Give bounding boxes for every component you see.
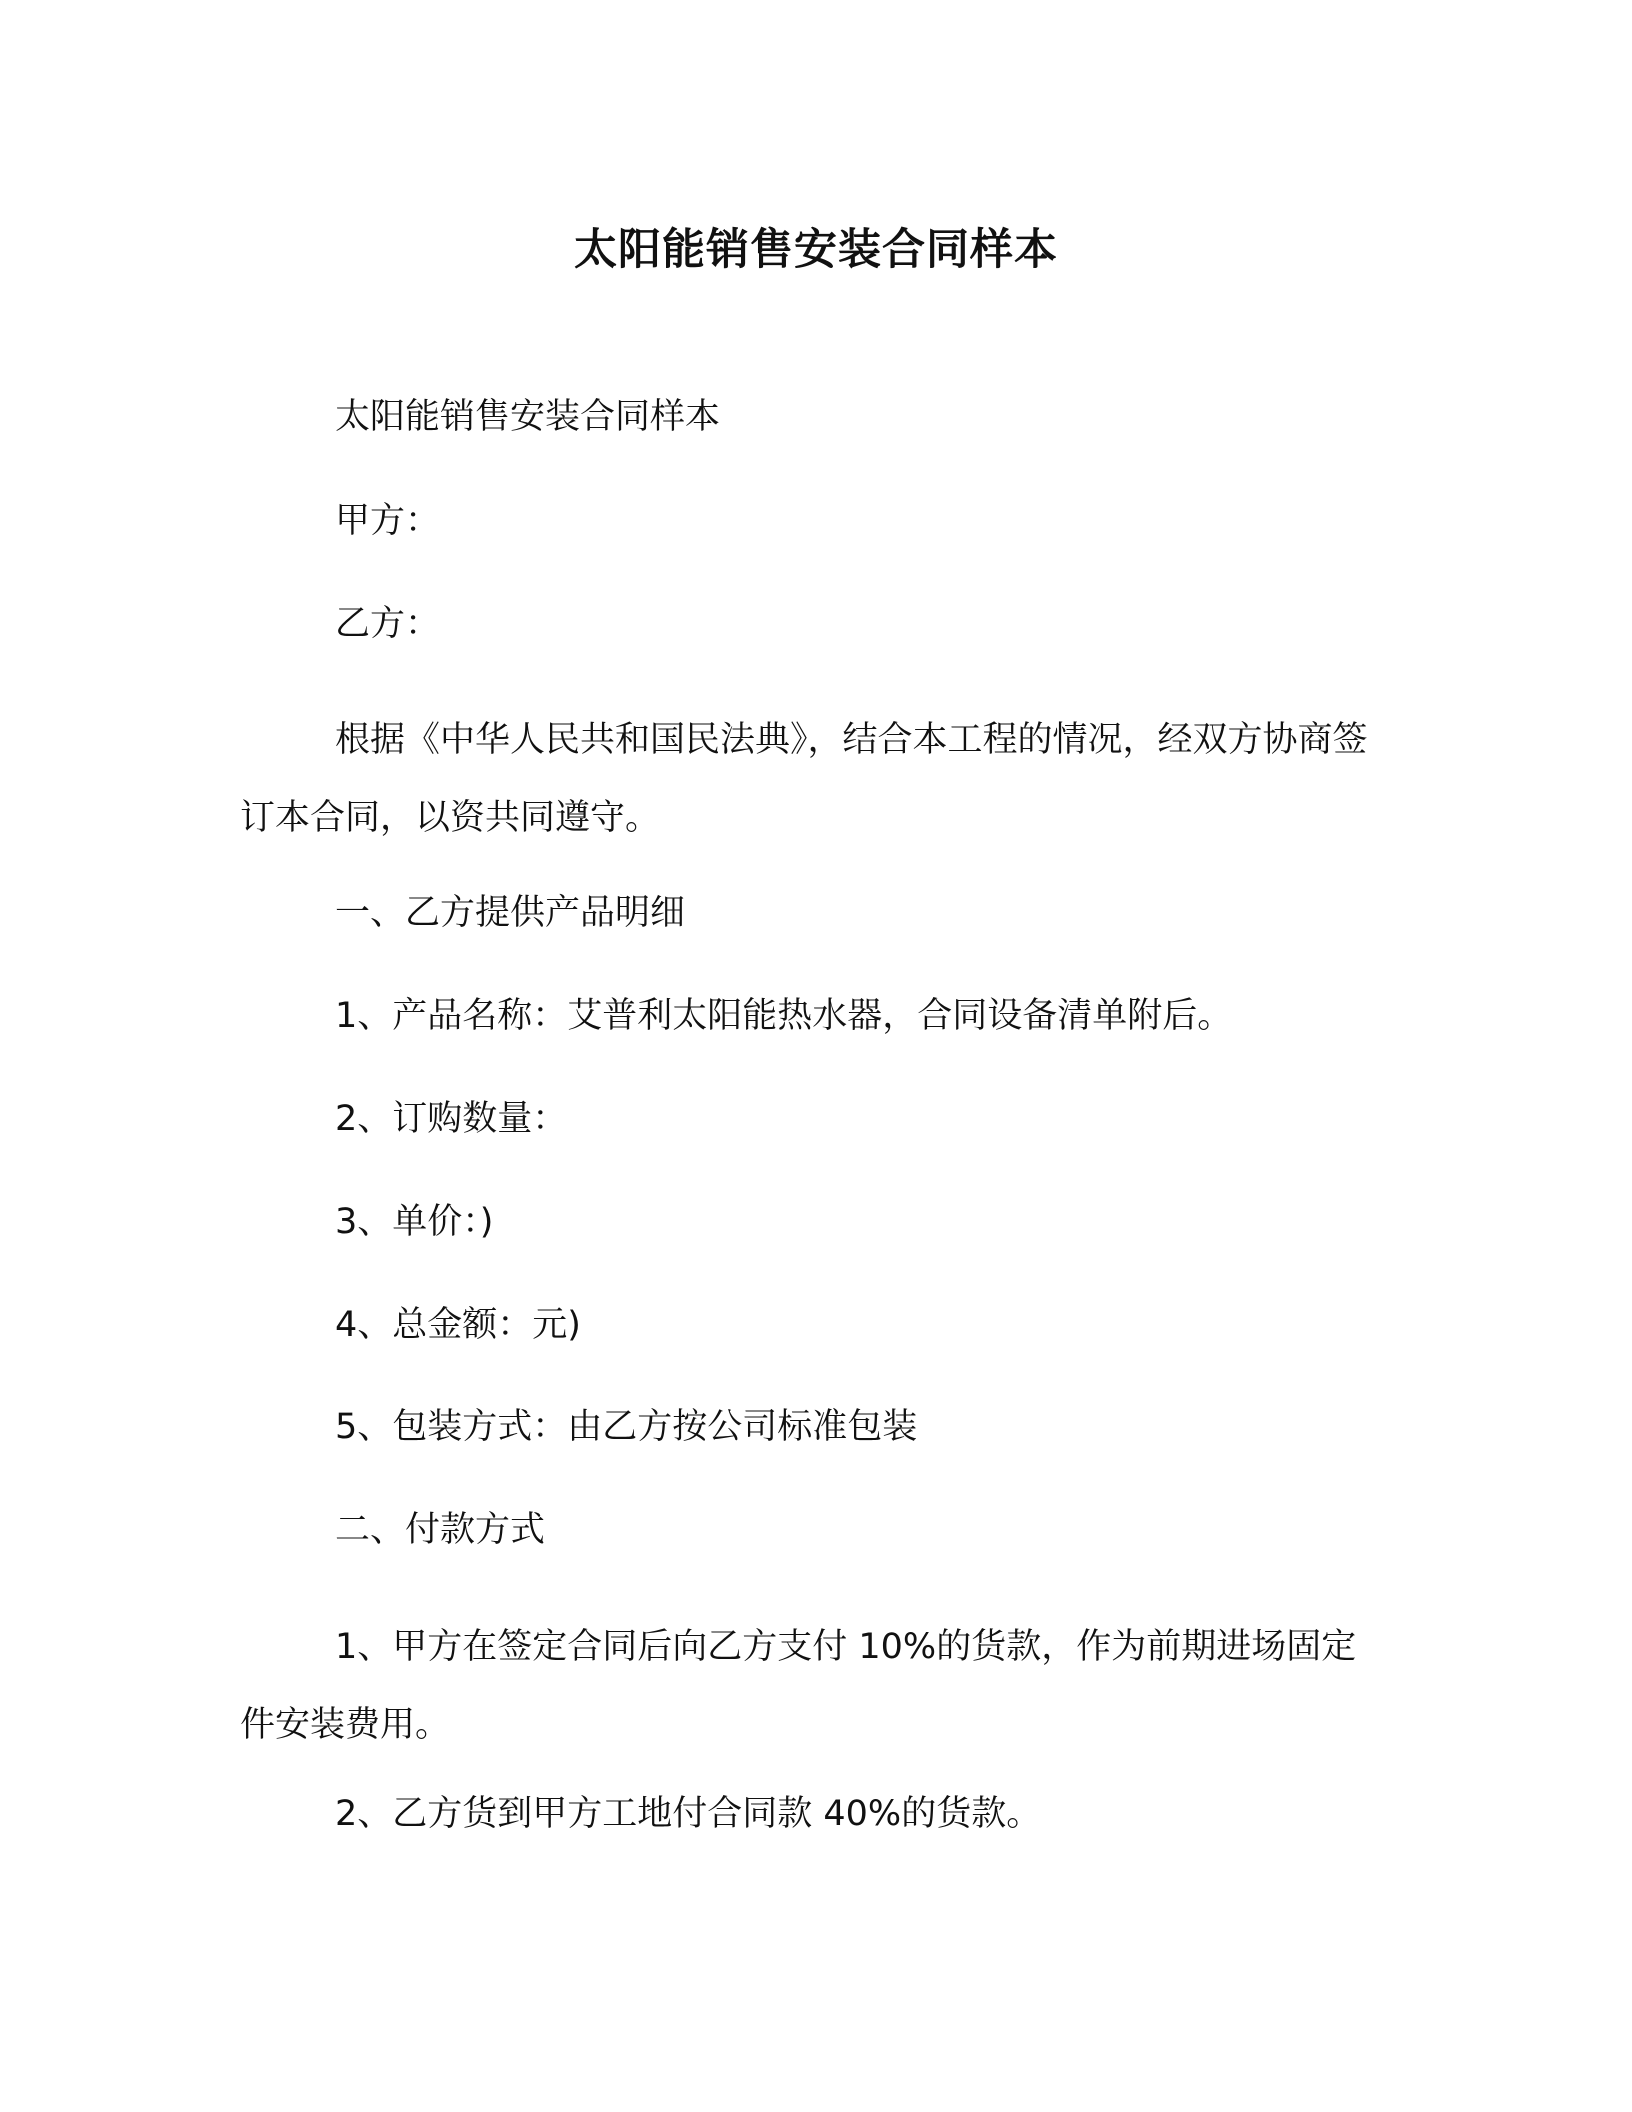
section-two-heading: 二、付款方式 xyxy=(335,1510,546,1550)
total-amount-item: 4、总金额：元) xyxy=(335,1305,581,1345)
order-quantity-item: 2、订购数量： xyxy=(335,1099,568,1139)
product-name-item: 1、产品名称：艾普利太阳能热水器，合同设备清单附后。 xyxy=(335,996,1233,1036)
payment-item-2: 2、乙方货到甲方工地付合同款 40%的货款。 xyxy=(335,1794,1042,1834)
party-b-paragraph: 乙方： xyxy=(335,604,441,644)
document-title: 太阳能销售安装合同样本 xyxy=(574,225,1058,275)
section-one-heading: 一、乙方提供产品明细 xyxy=(335,893,686,933)
payment-item-1: 1、甲方在签定合同后向乙方支付 10%的货款，作为前期进场固定件安装费用。 xyxy=(240,1627,1357,1745)
subtitle-paragraph: 太阳能销售安装合同样本 xyxy=(335,397,721,437)
packaging-item: 5、包装方式：由乙方按公司标准包装 xyxy=(335,1407,918,1447)
unit-price-item: 3、单价：) xyxy=(335,1202,494,1242)
legal-basis-paragraph: 根据《中华人民共和国民法典》，结合本工程的情况，经双方协商签订本合同，以资共同遵守。 xyxy=(240,720,1368,838)
party-a-paragraph: 甲方： xyxy=(335,501,441,541)
